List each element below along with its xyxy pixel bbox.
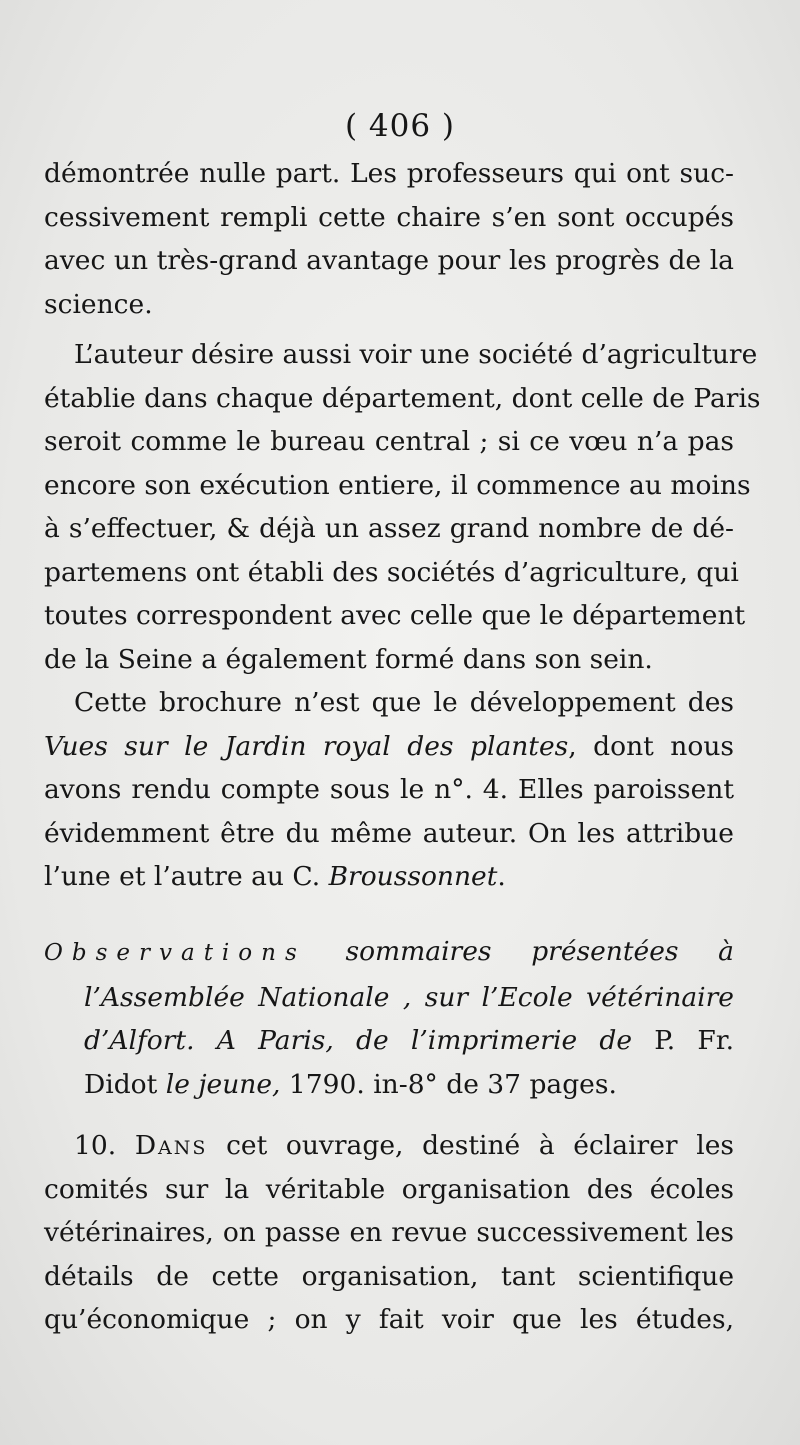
entry-heading: Observations (44, 940, 306, 966)
bibliographic-entry (44, 930, 734, 1106)
text-line: L’auteur désire aussi voir une société d’agriculture (74, 339, 758, 370)
text-line: cessivement rempli cette chaire s’en sont occupés (44, 201, 734, 233)
text-line (44, 725, 734, 769)
text-line (44, 855, 734, 899)
text-fragment: sommaires présentées à (345, 936, 734, 967)
text-line: toutes correspondent avec celle que le département (44, 600, 746, 631)
paragraph-number: 10. (74, 1130, 117, 1161)
text-line: avec un très-grand avantage pour les progrès de la (44, 245, 734, 276)
text-fragment: P. Fr. (654, 1025, 734, 1056)
text-line: l’Assemblée Nationale , sur l’Ecole vétérinaire (84, 981, 734, 1013)
text-line: à s’effectuer, & déjà un assez grand nombre de dé- (44, 513, 734, 544)
text-line: vétérinaires, on passe en revue successivement les (44, 1217, 734, 1248)
text-fragment: d’Alfort. A Paris, de l’imprimerie de (84, 1025, 633, 1056)
paragraph-brochure (44, 681, 734, 899)
text-line: avons rendu compte sous le n°. 4. Elles paroissent (44, 774, 734, 805)
text-line: partemens ont établi des sociétés d’agriculture, qui (44, 556, 739, 588)
page-number: ( 406 ) (344, 108, 456, 144)
paragraph-numbered (44, 1124, 734, 1342)
text-line: science. (44, 288, 153, 320)
paragraph-agriculture (44, 333, 761, 681)
text-line (44, 930, 734, 976)
text-line: seroit comme le bureau central ; si ce vœu n’a pas (44, 426, 734, 457)
text-line: détails de cette organisation, tant scientifique (44, 1260, 734, 1292)
author-name: Broussonnet (328, 861, 498, 892)
text-fragment: Didot (84, 1068, 158, 1100)
text-fragment: l’une et l’autre au C. (44, 861, 321, 892)
book-title: Vues sur le Jardin royal des plantes (44, 730, 569, 762)
text-line (44, 1063, 734, 1107)
text-fragment: le jeune, (165, 1068, 281, 1100)
text-line (44, 1124, 734, 1168)
dropcap-word: Dans (134, 1130, 208, 1161)
text-line: évidemment être du même auteur. On les attribue (44, 817, 734, 849)
text-line: comités sur la véritable organisation des écoles (44, 1173, 734, 1205)
text-line: encore son exécution entiere, il commence au moins (44, 469, 751, 501)
text-fragment: 1790. in-8° de 37 pages. (288, 1068, 617, 1100)
text-line: qu’économique ; on y fait voir que les études, (44, 1304, 734, 1335)
text-line: de la Seine a également formé dans son sein. (44, 643, 653, 675)
text-line: établie dans chaque département, dont celle de Paris (44, 382, 761, 414)
text-line: Cette brochure n’est que le développement des (74, 687, 734, 718)
text-fragment: . (497, 861, 506, 892)
text-line (44, 1019, 734, 1063)
paragraph-continuation (44, 152, 734, 326)
text-line: démontrée nulle part. Les professeurs qui ont suc- (44, 158, 734, 189)
text-fragment: , dont nous (568, 730, 734, 762)
text-fragment: cet ouvrage, destiné à éclairer les (226, 1130, 734, 1161)
